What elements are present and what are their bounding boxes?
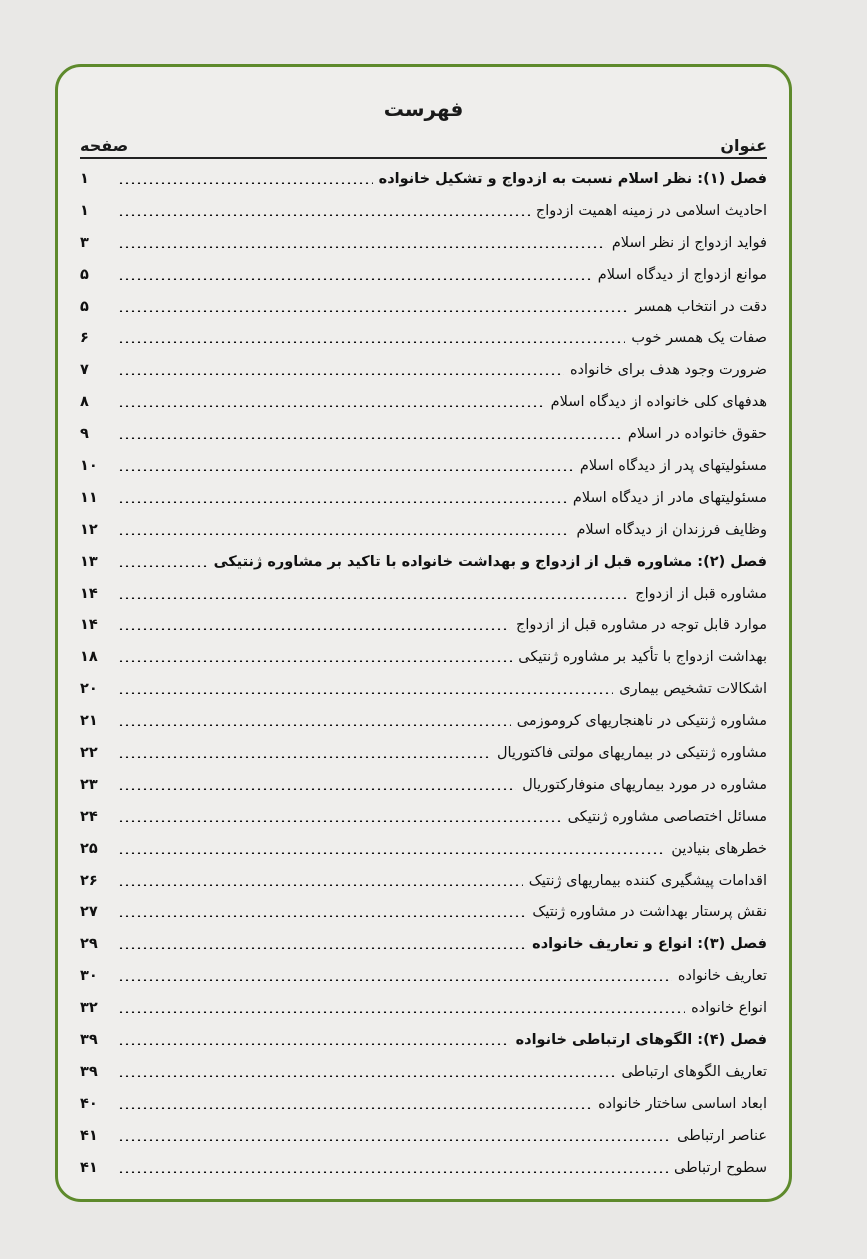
toc-row [80, 865, 767, 897]
toc-entry-title: ابعاد اساسی ساختار خانواده [598, 1095, 767, 1112]
toc-entry-page: ۱ [80, 202, 89, 219]
toc-entry-page: ۲۴ [80, 808, 98, 825]
toc-entry-title: ضرورت وجود هدف برای خانواده [569, 362, 767, 379]
toc-row [80, 769, 767, 801]
toc-chapter-row [80, 1024, 767, 1056]
toc-entry-title: صفات یک همسر خوب [631, 330, 767, 347]
toc-entry-title: سطوح ارتباطی [674, 1159, 767, 1176]
toc-entry-title: فصل (۱): نظر اسلام نسبت به ازدواج و تشکیل خانواده [378, 170, 767, 187]
toc-row [80, 482, 767, 514]
toc-row [80, 1120, 767, 1152]
toc-row [80, 737, 767, 769]
toc-entry-title: فصل (۴): الگوهای ارتباطی خانواده [515, 1031, 767, 1048]
toc-row [80, 322, 767, 354]
toc-row [80, 896, 767, 928]
toc-entry-page: ۴۱ [80, 1127, 98, 1144]
toc-entry-title: فصل (۲): مشاوره قبل از ازدواج و بهداشت خانواده با تاکید بر مشاوره ژنتیکی [213, 553, 767, 570]
dot-leader [118, 660, 512, 662]
toc-entry-page: ۲۷ [80, 904, 98, 921]
toc-entry-page: ۳۹ [80, 1063, 98, 1080]
dot-leader [118, 501, 567, 503]
toc-entry-page: ۷ [80, 362, 89, 379]
toc-row [80, 673, 767, 705]
toc-entry-title: حقوق خانواده در اسلام [627, 426, 767, 443]
toc-header [80, 133, 767, 159]
toc-entry-title: دقت در انتخاب همسر [635, 298, 767, 315]
toc-entry-page: ۲۵ [80, 840, 98, 857]
toc-entry-page: ۲۳ [80, 776, 98, 793]
toc-entry-page: ۱ [80, 170, 89, 187]
toc-entry-title: مشاوره ژنتیکی در بیماریهای مولتی فاکتوریال [496, 744, 767, 761]
toc-entry-page: ۴۰ [80, 1095, 98, 1112]
toc-entry-title: مسئولیتهای مادر از دیدگاه اسلام [572, 489, 767, 506]
dot-leader [118, 1139, 671, 1141]
dot-leader [118, 373, 564, 375]
dot-leader [118, 341, 625, 343]
toc-row [80, 705, 767, 737]
dot-leader [118, 628, 510, 630]
toc-entry-page: ۵ [80, 298, 89, 315]
toc-entry-title: احادیث اسلامی در زمینه اهمیت ازدواج [535, 202, 767, 219]
toc-entry-title: موانع ازدواج از دیدگاه اسلام [597, 266, 767, 283]
dot-leader [118, 852, 665, 854]
toc-row [80, 291, 767, 323]
dot-leader [118, 1011, 685, 1013]
toc-chapter-row [80, 163, 767, 195]
toc-entry-title: وظایف فرزندان از دیدگاه اسلام [576, 521, 767, 538]
toc-row [80, 259, 767, 291]
toc-entry-page: ۱۳ [80, 553, 98, 570]
dot-leader [118, 1043, 510, 1045]
toc-entry-title: مشاوره قبل از ازدواج [635, 585, 767, 602]
toc-row [80, 960, 767, 992]
toc-entry-title: بهداشت ازدواج با تأکید بر مشاوره ژنتیکی [518, 649, 767, 666]
dot-leader [118, 820, 562, 822]
toc-list [80, 163, 767, 1184]
toc-entry-title: عناصر ارتباطی [677, 1127, 767, 1144]
dot-leader [118, 915, 526, 917]
toc-entry-title: اشکالات تشخیص بیماری [619, 681, 767, 698]
toc-row [80, 609, 767, 641]
toc-entry-page: ۳۲ [80, 1000, 98, 1017]
toc-entry-title: اقدامات پیشگیری کننده بیماریهای ژنتیک [528, 872, 767, 889]
toc-entry-title: تعاریف الگوهای ارتباطی [621, 1063, 767, 1080]
dot-leader [118, 1171, 668, 1173]
toc-entry-title: فصل (۳): انواع و تعاریف خانواده [532, 936, 767, 953]
dot-leader [118, 788, 516, 790]
toc-entry-page: ۲۱ [80, 713, 98, 730]
toc-entry-page: ۱۰ [80, 457, 98, 474]
toc-entry-title: خطرهای بنیادین [671, 840, 767, 857]
toc-entry-title: هدفهای کلی خانواده از دیدگاه اسلام [550, 394, 767, 411]
toc-entry-page: ۲۰ [80, 681, 98, 698]
toc-entry-page: ۱۴ [80, 585, 98, 602]
toc-entry-page: ۱۴ [80, 617, 98, 634]
toc-row [80, 1152, 767, 1184]
dot-leader [118, 1075, 615, 1077]
toc-row [80, 418, 767, 450]
toc-entry-title: موارد قابل توجه در مشاوره قبل از ازدواج [515, 617, 767, 634]
dot-leader [118, 724, 511, 726]
dot-leader [118, 214, 530, 216]
dot-leader [118, 469, 574, 471]
toc-entry-page: ۲۹ [80, 936, 98, 953]
toc-row [80, 641, 767, 673]
toc-row [80, 514, 767, 546]
dot-leader [118, 246, 606, 248]
page-frame [55, 64, 792, 1202]
title-column-header: عنوان [720, 136, 767, 155]
toc-row [80, 227, 767, 259]
toc-entry-page: ۶ [80, 330, 89, 347]
page-column-header: صفحه [80, 136, 129, 155]
toc-row [80, 992, 767, 1024]
toc-row [80, 195, 767, 227]
toc-entry-page: ۳۹ [80, 1031, 98, 1048]
toc-chapter-row [80, 928, 767, 960]
toc-entry-page: ۸ [80, 394, 89, 411]
dot-leader [118, 533, 570, 535]
toc-row [80, 801, 767, 833]
page-title: فهرست [383, 97, 464, 121]
toc-entry-page: ۲۲ [80, 744, 98, 761]
toc-row [80, 833, 767, 865]
toc-chapter-row [80, 546, 767, 578]
dot-leader [118, 979, 672, 981]
toc-entry-page: ۳۰ [80, 968, 98, 985]
toc-entry-page: ۴۱ [80, 1159, 98, 1176]
toc-entry-page: ۵ [80, 266, 89, 283]
toc-entry-page: ۱۸ [80, 649, 98, 666]
toc-entry-title: نقش پرستار بهداشت در مشاوره ژنتیک [532, 904, 767, 921]
dot-leader [118, 565, 208, 567]
toc-entry-title: انواع خانواده [691, 1000, 767, 1017]
toc-row [80, 386, 767, 418]
toc-entry-title: تعاریف خانواده [677, 968, 767, 985]
toc-entry-page: ۱۱ [80, 489, 98, 506]
toc-row [80, 354, 767, 386]
toc-row [80, 1056, 767, 1088]
toc-row [80, 450, 767, 482]
dot-leader [118, 692, 613, 694]
dot-leader [118, 884, 523, 886]
dot-leader [118, 182, 373, 184]
toc-row [80, 1088, 767, 1120]
dot-leader [118, 597, 629, 599]
dot-leader [118, 1107, 592, 1109]
dot-leader [118, 405, 545, 407]
toc-entry-title: مسئولیتهای پدر از دیدگاه اسلام [579, 457, 767, 474]
toc-row [80, 578, 767, 610]
toc-entry-title: مشاوره ژنتیکی در ناهنجاریهای کروموزمی [516, 713, 767, 730]
toc-entry-page: ۳ [80, 234, 89, 251]
dot-leader [118, 278, 592, 280]
dot-leader [118, 947, 526, 949]
dot-leader [118, 437, 622, 439]
toc-entry-title: مشاوره در مورد بیماریهای منوفارکتوریال [522, 776, 767, 793]
toc-entry-page: ۹ [80, 426, 89, 443]
dot-leader [118, 756, 491, 758]
toc-entry-title: فواید ازدواج از نظر اسلام [611, 234, 767, 251]
toc-entry-title: مسائل اختصاصی مشاوره ژنتیکی [567, 808, 767, 825]
toc-entry-page: ۲۶ [80, 872, 98, 889]
dot-leader [118, 310, 629, 312]
toc-entry-page: ۱۲ [80, 521, 98, 538]
